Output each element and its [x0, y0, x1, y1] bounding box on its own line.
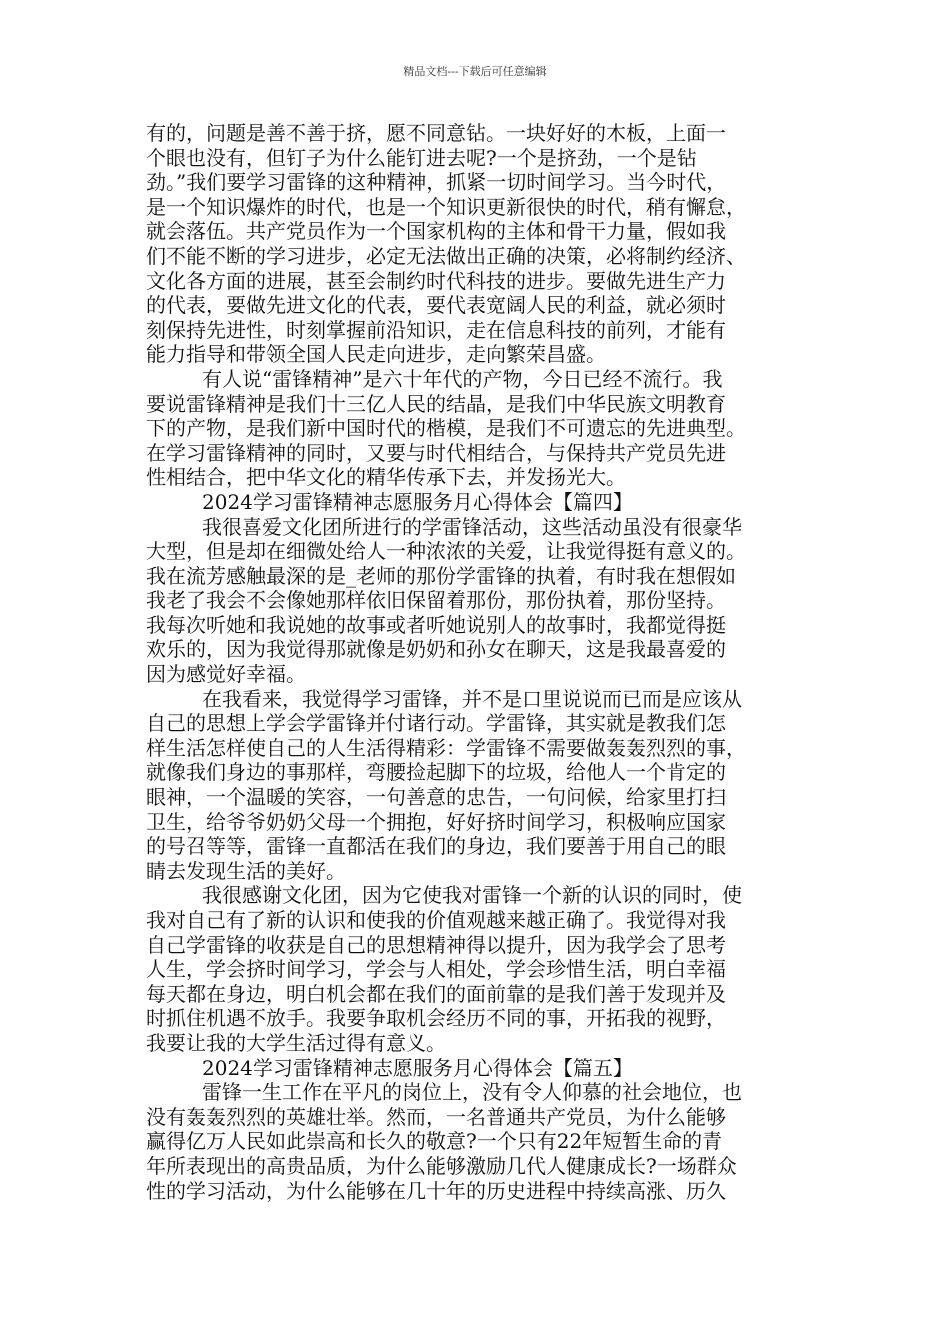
- text-line: 们不能不断的学习进步，必定无法做出正确的决策，必将制约经济、: [146, 243, 746, 268]
- text-line: 我老了我会不会像她那样依旧保留着那份，那份执着，那份坚持。: [146, 588, 726, 613]
- text-line: 时抓住机遇不放手。我要争取机会经历不同的事，开拓我的视野，: [146, 1006, 726, 1031]
- text-line: 我在流芳感触最深的是_老师的那份学雷锋的执着，有时我在想假如: [146, 563, 736, 588]
- text-line: 性相结合，把中华文化的精华传承下去，并发扬光大。: [146, 465, 626, 490]
- text-line: 我要让我的大学生活过得有意义。: [146, 1030, 446, 1055]
- text-line: 自己的思想上学会学雷锋并付诸行动。学雷锋，其实就是教我们怎: [146, 711, 726, 736]
- text-line: 的代表，要做先进文化的代表，要代表宽阔人民的利益，就必须时: [146, 293, 726, 318]
- text-line: 眼神，一个温暖的笑容，一句善意的忠告，一句问候，给家里打扫: [146, 785, 726, 810]
- page-header: 精品文档---下载后可任意编辑: [403, 65, 547, 78]
- text-line: 要说雷锋精神是我们十三亿人民的结晶，是我们中华民族文明教育: [146, 391, 726, 416]
- text-line: 个眼也没有，但钉子为什么能钉进去呢?一个是挤劲，一个是钻: [146, 145, 697, 170]
- text-line: 自己学雷锋的收获是自己的思想精神得以提升，因为我学会了思考: [146, 932, 726, 957]
- text-line: 劲。”我们要学习雷锋的这种精神，抓紧一切时间学习。当今时代，: [146, 170, 727, 195]
- text-line: 卫生，给爷爷奶奶父母一个拥抱，好好挤时间学习，积极响应国家: [146, 809, 726, 834]
- text-line: 是一个知识爆炸的时代，也是一个知识更新很快的时代，稍有懈怠，: [146, 194, 746, 219]
- text-line: 我每次听她和我说她的故事或者听她说别人的故事时，我都觉得挺: [146, 612, 726, 637]
- text-line: 有人说“雷锋精神”是六十年代的产物，今日已经不流行。我: [202, 366, 723, 391]
- text-line: 就像我们身边的事那样，弯腰捡起脚下的垃圾，给他人一个肯定的: [146, 760, 726, 785]
- text-line: 下的产物，是我们新中国时代的楷模，是我们不可遗忘的先进典型。: [146, 416, 746, 441]
- text-line: 性的学习活动，为什么能够在几十年的历史进程中持续高涨、历久: [146, 1178, 726, 1203]
- text-line: 的号召等等，雷锋一直都活在我们的身边，我们要善于用自己的眼: [146, 834, 726, 859]
- text-line: 赢得亿万人民如此崇高和长久的敬意?一个只有22年短暂生命的青: [146, 1129, 723, 1154]
- section-heading: 2024学习雷锋精神志愿服务月心得体会【篇四】: [202, 489, 633, 514]
- text-line: 雷锋一生工作在平凡的岗位上，没有令人仰慕的社会地位，也: [202, 1080, 742, 1105]
- text-line: 有的，问题是善不善于挤，愿不同意钻。一块好好的木板，上面一: [146, 121, 726, 145]
- text-line: 大型，但是却在细微处给人一种浓浓的关爱，让我觉得挺有意义的。: [146, 539, 746, 564]
- text-line: 在我看来，我觉得学习雷锋，并不是口里说说而已而是应该从: [202, 686, 742, 711]
- text-line: 年所表现出的高贵品质，为什么能够激励几代人健康成长?一场群众: [146, 1153, 737, 1178]
- text-line: 人生，学会挤时间学习，学会与人相处，学会珍惜生活，明白幸福: [146, 957, 726, 982]
- text-line: 刻保持先进性，时刻掌握前沿知识，走在信息科技的前列，才能有: [146, 317, 726, 342]
- text-line: 能力指导和带领全国人民走向进步，走向繁荣昌盛。: [146, 342, 606, 367]
- document-body: [146, 121, 814, 1203]
- text-line: 因为感觉好幸福。: [146, 662, 306, 687]
- text-line: 在学习雷锋精神的同时，又要与时代相结合，与保持共产党员先进: [146, 440, 726, 465]
- text-line: 我很喜爱文化团所进行的学雷锋活动，这些活动虽没有很豪华: [202, 514, 742, 539]
- text-line: 样生活怎样使自己的人生活得精彩：学雷锋不需要做轰轰烈烈的事，: [146, 735, 746, 760]
- text-line: 我很感谢文化团，因为它使我对雷锋一个新的认识的同时，使: [202, 883, 742, 908]
- text-line: 就会落伍。共产党员作为一个国家机构的主体和骨干力量，假如我: [146, 219, 726, 244]
- section-heading: 2024学习雷锋精神志愿服务月心得体会【篇五】: [202, 1055, 633, 1080]
- text-line: 睛去发现生活的美好。: [146, 858, 346, 883]
- text-line: 欢乐的，因为我觉得那就像是奶奶和孙女在聊天，这是我最喜爱的: [146, 637, 726, 662]
- text-line: 文化各方面的进展，甚至会制约时代科技的进步。要做先进生产力: [146, 268, 726, 293]
- text-line: 我对自己有了新的认识和使我的价值观越来越正确了。我觉得对我: [146, 908, 726, 932]
- text-line: 每天都在身边，明白机会都在我们的面前靠的是我们善于发现并及: [146, 981, 726, 1006]
- text-line: 没有轰轰烈烈的英雄壮举。然而，一名普通共产党员，为什么能够: [146, 1104, 726, 1129]
